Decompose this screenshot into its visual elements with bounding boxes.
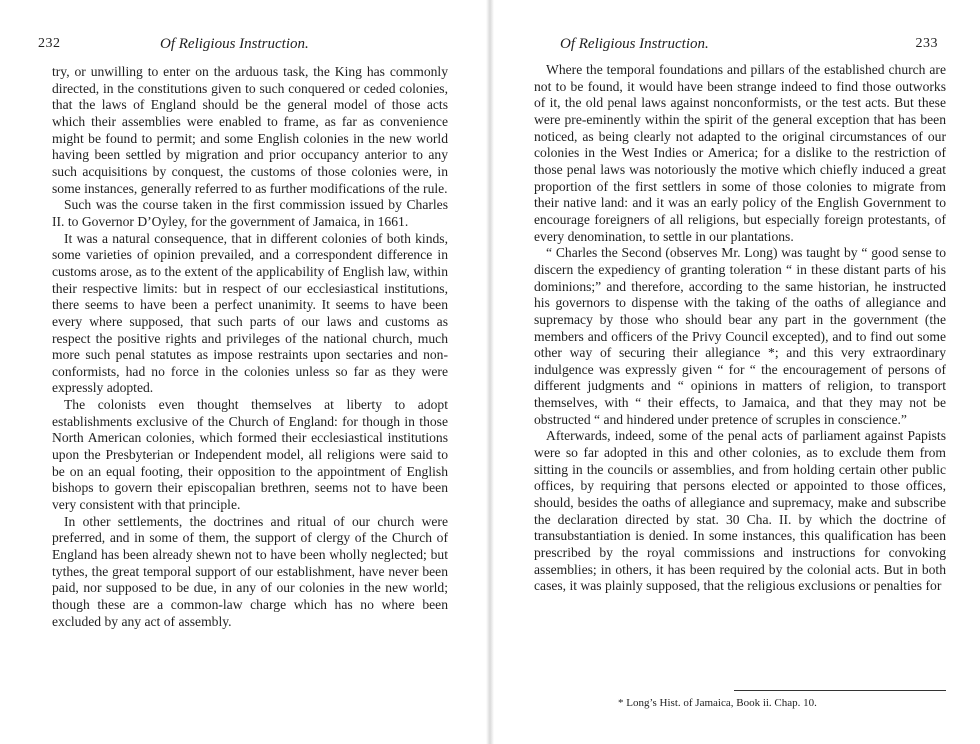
left-running-head: Of Religious Instruction. <box>160 36 309 52</box>
left-page-body <box>52 64 448 630</box>
paragraph: Afterwards, indeed, some of the penal acts of parliament against Papists were so far adopted in this and other colonies, as to exclude them from sitting in the councils or assemblies, and from holding certain other public offices, by requiring that persons elected or appointed to those offices, should, besides the oaths of allegiance and supremacy, make and subscribe the declaration directed by stat. 30 Cha. II. by which the doctrine of transubstantiation is denied. In some instances, this qualification has been prescribed by the royal commissions and instructions for convoking assemblies; in others, it has been required by the colonial acts. But in both cases, it was plainly supposed, that the religious exclusions or penalties for <box>534 428 946 594</box>
paragraph: Where the temporal foundations and pillars of the established church are not to be found, it would have been strange indeed to find those outworks of it, the old penal laws against nonconformists, or the test acts. But these were pre-eminently within the spirit of the general exception that has been noticed, as being clearly not adapted to the original circumstances of our colonies in the West Indies or America; for a dislike to the restriction of those penal laws was notoriously the motive which chiefly induced a great proportion of the first settlers in some of those colonies to migrate from their native land: and it was an early policy of the English Government to encourage foreigners of all religions, but especially foreign protestants, of every denomination, to settle in our plantations. <box>534 62 946 244</box>
paragraph: try, or unwilling to enter on the arduous task, the King has commonly directed, in the constitutions given to such conquered or ceded colonies, that the laws of England should be the general model of those acts which their assemblies were enabled to frame, as far as convenience might be found to permit; and some English colonies in the new world having been settled by migration and prior occupancy anterior to any such acquisitions by conquest, the customs of those colonies were, in some instances, generally referred to as further modifications of the rule. <box>52 64 448 196</box>
paragraph: In other settlements, the doctrines and ritual of our church were preferred, and in some of them, the support of clergy of the Church of England has been already shewn not to have been wholly neglected; but tythes, the great temporal support of our establishment, have never been paid, nor supposed to be due, in any of our colonies in the new world; though these are a common-law charge which has no where been excluded by any act of assembly. <box>52 513 448 629</box>
footnote-rule <box>734 690 946 691</box>
left-page-number: 232 <box>38 36 61 51</box>
right-page-number: 233 <box>915 36 938 51</box>
paragraph: The colonists even thought themselves at liberty to adopt establishments exclusive of the Church of England: for though in those North American colonies, which formed their ecclesiastical institutions upon the Presbyterian or Independent model, all religions were said to be on an equal footing, their opposition to the appointment of English bishops to govern their episcopalian brethren, seems not to have been very consistent with that principle. <box>52 397 448 513</box>
paragraph: “ Charles the Second (observes Mr. Long) was taught by “ good sense to discern the expediency of granting toleration “ in these distant parts of his dominions;” and therefore, according to the same historian, he instructed his governors to dispense with the taking of the oaths of allegiance and supremacy by those who should bear any part in the government (the members and officers of the Privy Council excepted), and to find out some other way of securing their allegiance *; and this very extraordinary indulgence was expressly given “ for “ the encouragement of persons of different judgments and “ opinions in matters of religion, to transport themselves, with “ their effects, to Jamaica, and that they may not be obstructed “ and hindered under pretence of scruples in conscience.” <box>534 245 946 427</box>
right-page <box>490 0 980 744</box>
right-page-header <box>560 36 938 56</box>
paragraph: Such was the course taken in the first commission issued by Charles II. to Governor D’Oyley, for the government of Jamaica, in 1661. <box>52 197 448 229</box>
right-running-head: Of Religious Instruction. <box>560 36 709 52</box>
right-page-body <box>534 62 946 595</box>
footnote: * Long’s Hist. of Jamaica, Book ii. Chap. 10. <box>618 697 817 709</box>
paragraph: It was a natural consequence, that in different colonies of both kinds, some varieties of opinion prevailed, and a correspondent difference in customs arose, as to the extent of the applicability of English law, within their respective limits: but in respect of our ecclesiastical institutions, there seems to have been a perfect unanimity. It seems to have been every where supposed, that such parts of our laws and customs as respect the positive rights and privileges of the national church, much more such penal statutes as impose restraints upon sectaries and non-conformists, had no force in the colonies unless so far as they were expressly adopted. <box>52 230 448 396</box>
left-page-header <box>38 36 448 56</box>
